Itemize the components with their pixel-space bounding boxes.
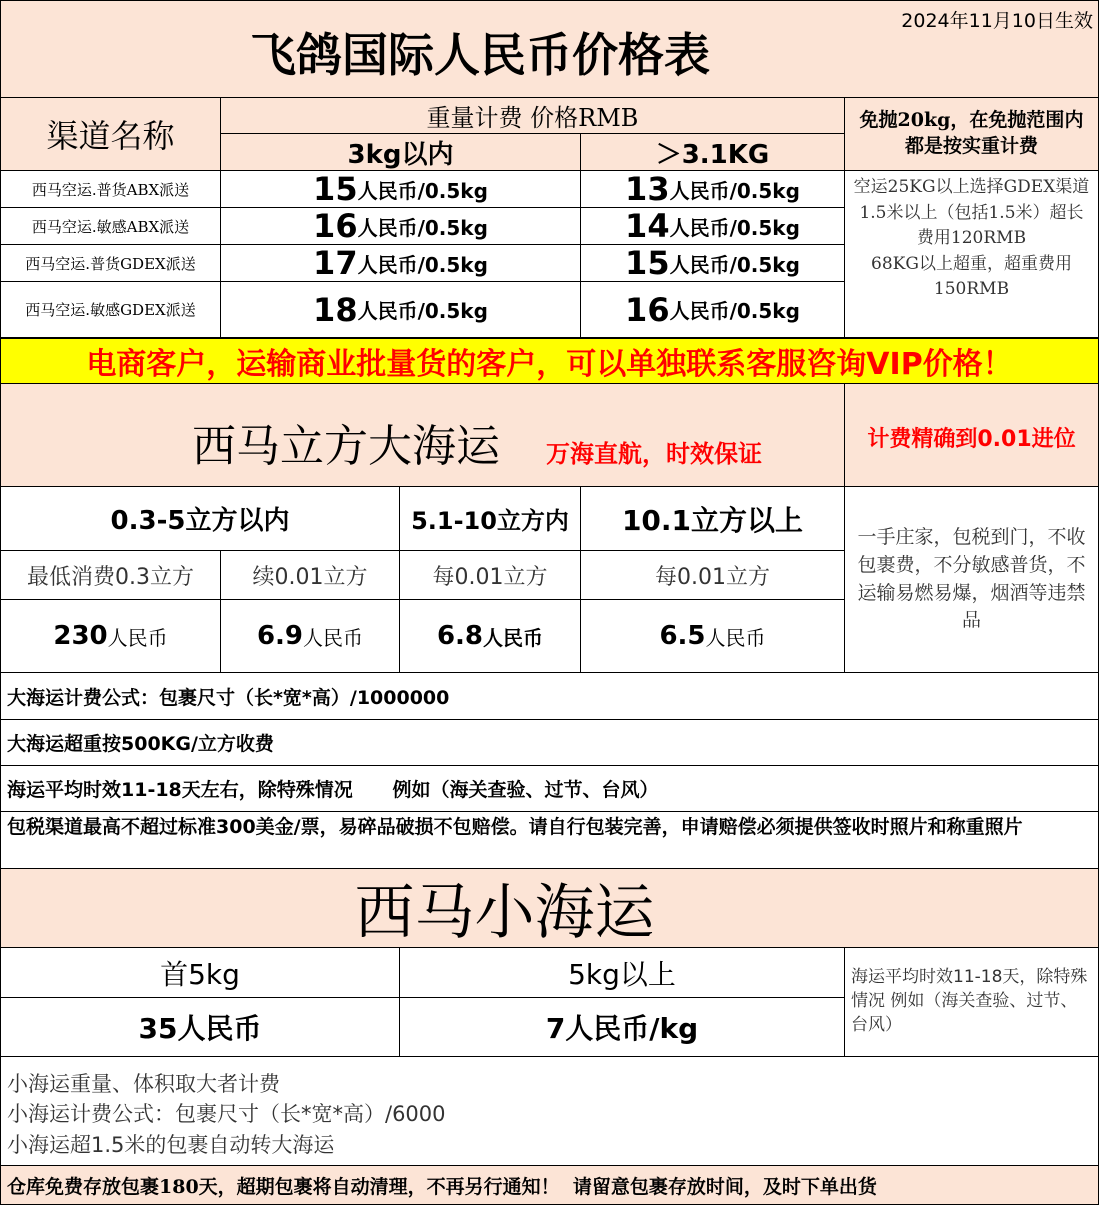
price-value: 16 bbox=[313, 207, 358, 245]
price-value: 6.8 bbox=[436, 621, 484, 651]
free-weight-note: 免抛20kg，在免抛范围内都是按实重计费 bbox=[844, 97, 1099, 171]
small-sea-side-note: 海运平均时效11-18天，除特殊情况 例如（海关查验、过节、台风） bbox=[844, 947, 1099, 1057]
page-title: 飞鸽国际人民币价格表 bbox=[250, 28, 710, 82]
price-continue bbox=[220, 599, 400, 673]
col-header-3kg: 3kg以内 bbox=[220, 133, 581, 171]
price-unit: 人民币 bbox=[483, 625, 544, 650]
big-sea-formula: 大海运计费公式：包裹尺寸（长*宽*高）/1000000 bbox=[0, 672, 1099, 720]
small-sea-rule: 小海运计费公式：包裹尺寸（长*宽*高）/6000 bbox=[7, 1102, 446, 1127]
price-value: 230 bbox=[53, 621, 108, 651]
small-sea-rules bbox=[0, 1056, 1099, 1166]
big-sea-side-note: 一手庄家，包税到门，不收包裹费，不分敏感普货，不运输易燃易爆，烟酒等违禁品 bbox=[844, 486, 1099, 673]
air-side-note bbox=[844, 170, 1099, 338]
price-value: 17 bbox=[313, 244, 358, 282]
weight-header: 重量计费 价格RMB bbox=[220, 97, 845, 134]
tier-2-header: 5.1-10立方内 bbox=[399, 486, 581, 551]
continue-label: 续0.01立方 bbox=[220, 550, 400, 600]
price-tier-3 bbox=[580, 599, 845, 673]
tier-2-unit-label: 每0.01立方 bbox=[399, 550, 581, 600]
air-row-1-name: 西马空运.普货ABX派送 bbox=[0, 170, 221, 208]
price-unit: 人民币/0.5kg bbox=[357, 299, 488, 323]
air-row-2-price-a bbox=[220, 207, 581, 245]
price-unit: 人民币 bbox=[705, 625, 766, 650]
surcharge-long-note: 空运25KG以上选择GDEX渠道 1.5米以上（包括1.5米）超长费用120RMB bbox=[853, 177, 1090, 248]
air-row-3-name: 西马空运.普货GDEX派送 bbox=[0, 244, 221, 282]
air-row-3-price-a bbox=[220, 244, 581, 282]
small-sea-first-label: 首5kg bbox=[0, 947, 400, 998]
air-row-1-price-a bbox=[220, 170, 581, 208]
price-unit: 人民币/0.5kg bbox=[357, 215, 488, 240]
price-unit: 人民币 bbox=[303, 625, 364, 650]
price-value: 6.9 bbox=[256, 621, 304, 651]
big-sea-transit: 海运平均时效11-18天左右，除特殊情况 例如（海关查验、过节、台风） bbox=[0, 765, 1099, 812]
price-unit: 人民币/0.5kg bbox=[669, 178, 800, 203]
price-tier-2 bbox=[399, 599, 581, 673]
price-unit: 人民币/0.5kg bbox=[669, 299, 800, 323]
tier-3-unit-label: 每0.01立方 bbox=[580, 550, 845, 600]
small-sea-rule: 小海运超1.5米的包裹自动转大海运 bbox=[7, 1132, 335, 1157]
small-sea-over-label: 5kg以上 bbox=[399, 947, 845, 998]
effective-date: 2024年11月10日生效 bbox=[901, 10, 1093, 32]
big-sea-overweight: 大海运超重按500KG/立方收费 bbox=[0, 719, 1099, 766]
col-header-over-3kg: ＞3.1KG bbox=[580, 133, 845, 171]
air-row-3-price-b bbox=[580, 244, 845, 282]
price-value: 18 bbox=[313, 290, 358, 329]
small-sea-first-price: 35人民币 bbox=[0, 997, 400, 1057]
price-value: 13 bbox=[625, 170, 670, 208]
small-sea-title: 西马小海运 bbox=[0, 868, 1099, 948]
price-unit: 人民币 bbox=[107, 625, 168, 650]
price-value: 16 bbox=[625, 290, 670, 329]
small-sea-rule: 小海运重量、体积取大者计费 bbox=[7, 1072, 280, 1096]
air-row-2-price-b bbox=[580, 207, 845, 245]
precision-note: 计费精确到0.01进位 bbox=[844, 383, 1099, 487]
air-row-4-name: 西马空运.敏感GDEX派送 bbox=[0, 281, 221, 338]
price-value: 6.5 bbox=[659, 621, 706, 651]
vip-banner: 电商客户，运输商业批量货的客户，可以单独联系客服咨询VIP价格！ bbox=[0, 338, 1099, 384]
warehouse-note: 仓库免费存放包裹180天，超期包裹将自动清理，不再另行通知！ 请留意包裹存放时间，及时下单出货 bbox=[0, 1165, 1099, 1205]
air-row-1-price-b bbox=[580, 170, 845, 208]
tier-3-header: 10.1立方以上 bbox=[580, 486, 845, 551]
small-sea-over-price: 7人民币/kg bbox=[399, 997, 845, 1057]
price-unit: 人民币/0.5kg bbox=[669, 252, 800, 277]
big-sea-subtitle: 万海直航，时效保证 bbox=[546, 440, 762, 468]
price-unit: 人民币/0.5kg bbox=[357, 252, 488, 277]
surcharge-heavy-note: 68KG以上超重，超重费用150RMB bbox=[871, 253, 1072, 299]
price-value: 14 bbox=[625, 207, 670, 245]
big-sea-title: 西马立方大海运 bbox=[192, 421, 500, 472]
tier-1-header: 0.3-5立方以内 bbox=[0, 486, 400, 551]
big-sea-tax-note: 包税渠道最高不超过标准300美金/票，易碎品破损不包赔偿。请自行包装完善，申请赔偿必须提供签收时照片和称重照片 bbox=[0, 811, 1099, 869]
price-unit: 人民币/0.5kg bbox=[669, 215, 800, 240]
price-unit: 人民币/0.5kg bbox=[357, 178, 488, 203]
price-value: 15 bbox=[313, 170, 358, 208]
min-charge-label: 最低消费0.3立方 bbox=[0, 550, 221, 600]
price-value: 15 bbox=[625, 244, 670, 282]
channel-header: 渠道名称 bbox=[0, 97, 221, 171]
air-row-4-price-a bbox=[220, 281, 581, 338]
air-row-2-name: 西马空运.敏感ABX派送 bbox=[0, 207, 221, 245]
price-min bbox=[0, 599, 221, 673]
air-row-4-price-b bbox=[580, 281, 845, 338]
